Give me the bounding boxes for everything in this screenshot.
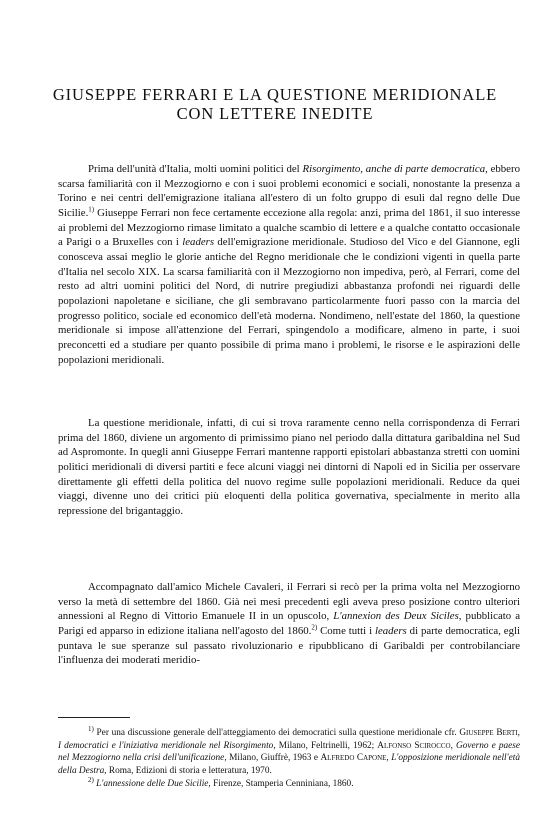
- text-run: , ebbero scarsa familiarità con il Mezzogiorno e con i suoi problemi economici e sociali, nonostante la presenza a Torino e nei centri dell'emigrazione italiana all'estero di un folto gruppo di esuli dal regno delle Due Sicilie.: [58, 163, 520, 219]
- paragraph-3: [58, 580, 520, 668]
- author-name: Alfredo Capone: [320, 753, 387, 764]
- text-run: , Roma, Edizioni di storia e letteratura, 1970.: [104, 765, 272, 776]
- text-run: Prima dell'unità d'Italia, molti uomini politici del: [88, 163, 303, 175]
- text-run: Giuseppe Ferrari non fece certamente eccezione alla regola: anzi, prima del 1861, il suo interesse ai problemi del Mezzogiorno rimase limitato a qualche scambio di lettere e a qualche contatto occasionale a Parigi o a Bruxelles con i: [58, 206, 520, 249]
- footnote-mark: 1): [88, 724, 94, 733]
- author-name: Giuseppe Berti: [459, 728, 518, 738]
- paragraph-2: La questione meridionale, infatti, di cui si trova raramente cenno nella corrispondenza di Ferrari prima del 1860, diviene un argomento di primissimo piano nel periodo dalla dittatura garibaldina nel Sud ad Aspromonte. In quegli anni Giuseppe Ferrari mantenne rapporti epistolari abbastanza stretti con uomini politici meridionali di diversi partiti e fece alcuni viaggi nei dintorni di Napoli ed in Sicilia per osservare direttamente gli effetti della politica del nuovo regime sulle popolazioni meridionali. Reduce da quei viaggi, divenne uno dei critici più eloquenti della politica governativa, specialmente in merito alla repressione del brigantaggio.: [58, 417, 520, 517]
- text-run: Accompagnato dall'amico Michele Cavaleri, il Ferrari si recò per la prima volta nel Mezzogiorno verso la metà di settembre del 1860. Già nei mesi precedenti egli aveva preso posizione contro ulteriori annessioni al Regno di Vittorio Emanuele II in un opuscolo,: [58, 581, 520, 623]
- footnote-2: [58, 775, 520, 791]
- paragraph-1: [58, 162, 520, 367]
- article-title-line-1: GIUSEPPE FERRARI E LA QUESTIONE MERIDIONALE: [52, 85, 498, 104]
- footnote-ref-2[interactable]: 2): [311, 623, 318, 632]
- italic-run: anche di parte democratica: [365, 163, 486, 175]
- footnote-mark: 2): [88, 775, 94, 784]
- text-run: , pubblicato a Parigi ed apparso in edizione italiana nell'agosto del 1860.: [58, 610, 520, 637]
- text-run: di parte democratica, egli puntava le sue speranze sul passato rivoluzionario e ripubblicano di Garibaldi per controbilanciare l'influenza dei moderati meridio-: [58, 624, 520, 667]
- italic-run: I democratici e l'iniziativa meridionale nel Risorgimento: [58, 740, 274, 751]
- italic-run: L'opposizione meridionale nell'età della Destra: [58, 753, 520, 776]
- text-run: ,: [360, 163, 366, 175]
- footnote-1: [58, 724, 520, 777]
- italic-run: L'annessione delle Due Sicilie: [96, 779, 209, 789]
- text-run: Per una discussione generale dell'atteggiamento dei democratici sulla questione meridionale cfr.: [93, 728, 460, 738]
- text-run: ,: [386, 753, 392, 764]
- italic-run: Governo e paese nel Mezzogiorno nella crisi dell'unificazione: [58, 740, 520, 764]
- footnote-divider: [58, 717, 130, 718]
- italic-run: Risorgimento: [302, 163, 361, 175]
- author-name: Alfonso Scirocco: [377, 740, 451, 751]
- text-run: ,: [450, 740, 457, 751]
- text-run: ,: [517, 728, 520, 738]
- italic-run: L'annexion des Deux Siciles: [333, 610, 459, 623]
- text-run: , Firenze, Stamperia Cenniniana, 1860.: [208, 779, 354, 789]
- text-run: Come tutti i: [317, 624, 375, 637]
- text-run: , Milano, Giuffrè, 1963 e: [224, 753, 321, 764]
- article-title-line-2: CON LETTERE INEDITE: [176, 104, 374, 123]
- text-run: dell'emigrazione meridionale. Studioso del Vico e del Giannone, egli conosceva assai meglio le glorie antiche del Regno meridionale che le condizioni vigenti in quella parte d'Italia nel secolo XIX. La scarsa familiarità con il Mezzogiorno non impediva, però, al Ferrari, come del resto ad altri uomini politici del Nord, di nutrire pregiudizi abbastanza profondi nei riguardi delle popolazioni napoletane e siciliane, che gli sembravano particolarmente fuori passo con la marcia del progresso politico, sociale ed economico dell'età moderna. Nondimeno, nell'estate del 1860, la questione meridionale si impose all'attenzione del Ferrari, spingendolo a modificare, almeno in parte, i suoi preconcetti ed a studiare per quanto possibile di prima mano i problemi, le risorse e le aspirazioni delle popolazioni meridionali.: [58, 236, 521, 366]
- italic-run: leaders: [182, 236, 215, 249]
- italic-run: leaders: [374, 624, 407, 637]
- text-run: , Milano, Feltrinelli, 1962;: [273, 740, 378, 751]
- footnote-ref-1[interactable]: 1): [88, 205, 95, 214]
